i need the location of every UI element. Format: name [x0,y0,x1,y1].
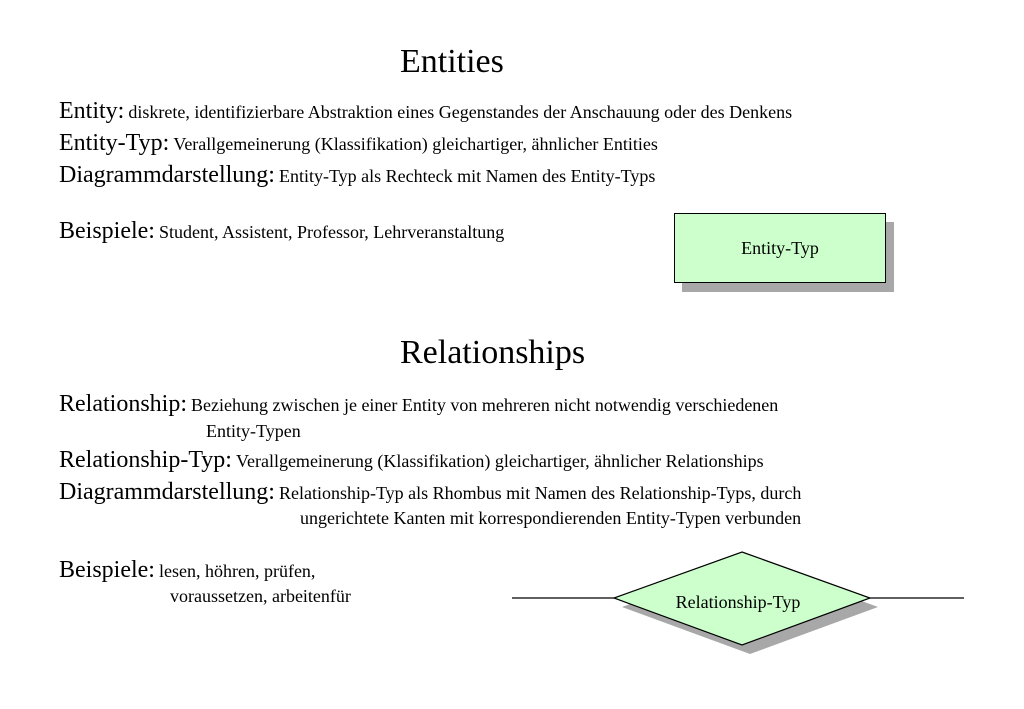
relationship-description-line2: Entity-Typen [206,421,301,441]
relationship-description-line1: Beziehung zwischen je einer Entity von mehreren nicht notwendig verschiedenen [191,395,779,415]
entity-examples-term: Beispiele: [59,218,155,244]
entity-type-label: Entity-Typ [741,237,819,258]
entity-examples-list: Student, Assistent, Professor, Lehrveranstaltung [158,222,505,242]
relationships-heading: Relationships [400,334,586,371]
entity-type-description: Verallgemeinerung (Klassifikation) gleichartiger, ähnlicher Entities [173,134,658,154]
relationship-type-term: Relationship-Typ: [59,447,232,473]
entities-heading: Entities [400,43,504,80]
relationship-examples-term: Beispiele: [59,557,155,583]
relationship-examples-line1: lesen, höhren, prüfen, [158,561,316,581]
relationship-diagram-description-line2: ungerichtete Kanten mit korrespondierenden Entity-Typen verbunden [300,508,802,528]
relationship-diagram-term: Diagrammdarstellung: [59,479,275,505]
relationship-examples-line2: voraussetzen, arbeitenfür [170,586,351,606]
relationship-type-label: Relationship-Typ [675,592,801,612]
relationship-type-description: Verallgemeinerung (Klassifikation) gleichartiger, ähnlicher Relationships [235,451,764,471]
entity-diagram-term: Diagrammdarstellung: [59,162,275,188]
entity-type-term: Entity-Typ: [59,130,170,156]
relationship-term: Relationship: [59,391,187,417]
entity-description: diskrete, identifizierbare Abstraktion eines Gegenstandes der Anschauung oder des Denkens [128,102,793,122]
entity-term: Entity: [59,98,125,124]
entity-diagram-description: Entity-Typ als Rechteck mit Namen des Entity-Typs [278,166,656,186]
relationship-diagram-description-line1: Relationship-Typ als Rhombus mit Namen des Relationship-Typs, durch [278,483,802,503]
